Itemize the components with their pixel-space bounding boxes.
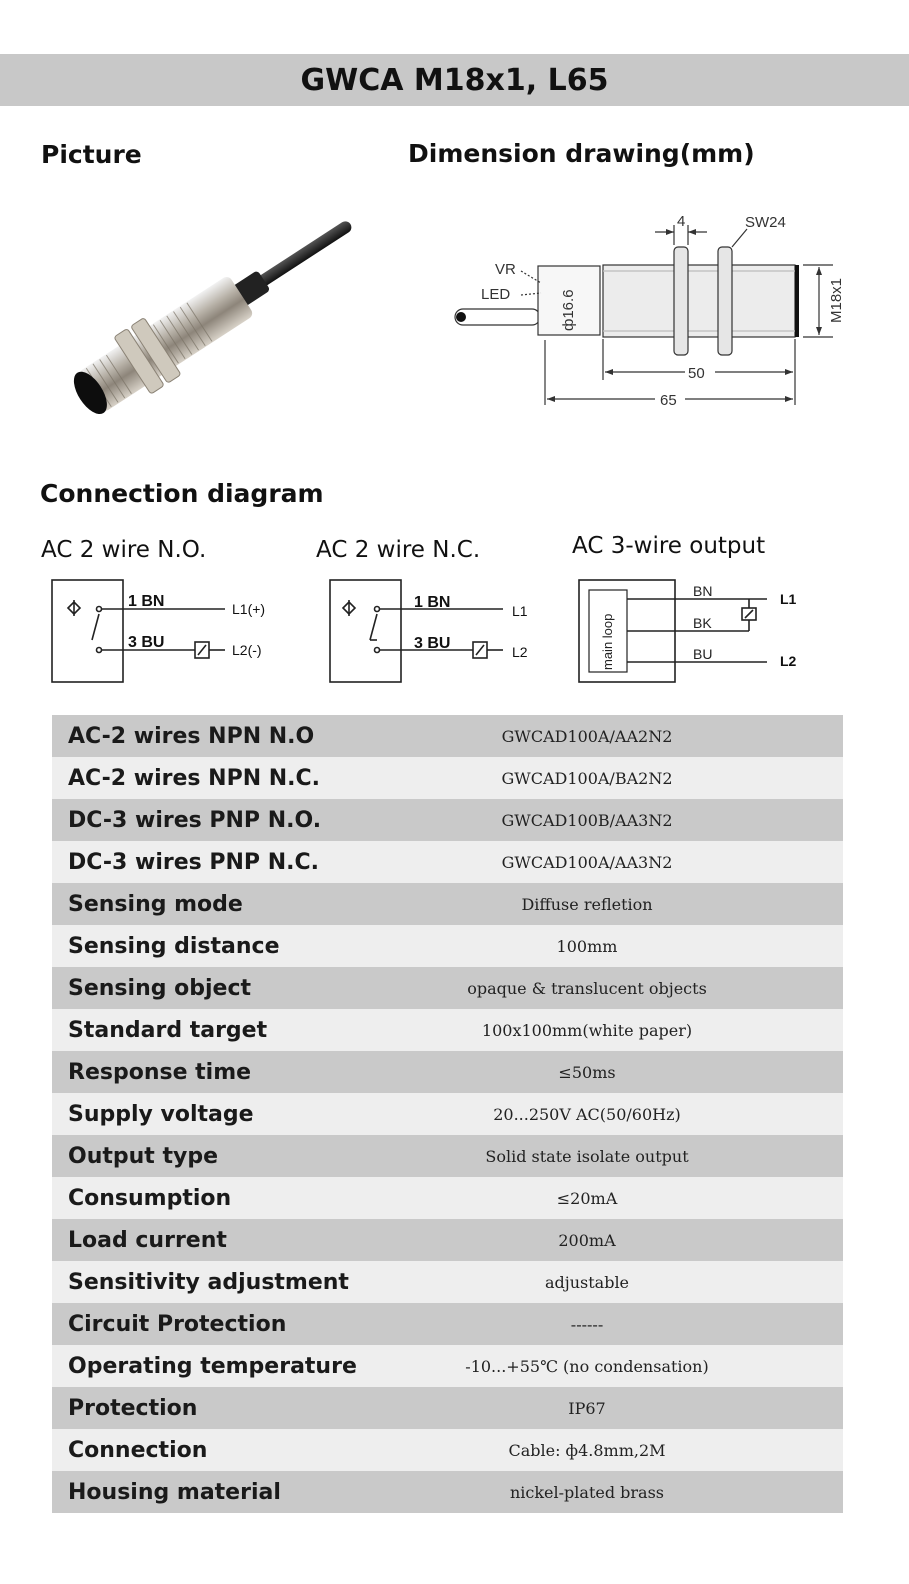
led-label: LED [481,286,511,303]
spec-label: Standard target [68,1017,268,1043]
spec-value: opaque & translucent objects [467,978,707,998]
wire-1bn: 1 BN [128,593,165,610]
spec-value: GWCAD100A/AA2N2 [501,726,673,746]
spec-label: Load current [68,1227,227,1253]
diagram-title-no: AC 2 wire N.O. [41,537,207,563]
spec-label: Connection [68,1437,208,1463]
spec-label: AC-2 wires NPN N.C. [68,765,321,791]
table-row [52,1303,843,1345]
spec-table [52,715,843,1513]
table-row [52,799,843,841]
wire-bk: BK [693,615,712,631]
dimension-heading: Dimension drawing(mm) [408,139,755,168]
terminal-l2: L2 [780,653,797,669]
spec-label: Sensing object [68,975,252,1001]
cable-outline [455,309,540,325]
spec-value: Diffuse refletion [521,894,653,914]
spec-value: 20...250V AC(50/60Hz) [493,1104,681,1124]
sensor-box [330,580,401,682]
spec-value: adjustable [544,1272,630,1292]
terminal-l1: L1 [512,603,528,619]
spec-label: Protection [68,1395,198,1421]
dim-face [795,265,799,337]
diagram-ac2-nc [328,578,548,688]
spec-label: Circuit Protection [68,1311,287,1337]
spec-value: 200mA [558,1230,616,1250]
terminal-l1: L1 [780,591,797,607]
thread-label: M18x1 [828,277,845,323]
cable-end [456,312,466,322]
spec-value: 100x100mm(white paper) [481,1020,693,1040]
dim-nut-2 [718,247,732,355]
picture-heading: Picture [41,140,142,169]
diagram-title-3wire: AC 3-wire output [572,533,766,559]
spec-value: GWCAD100A/BA2N2 [501,768,673,788]
table-row [52,925,843,967]
table-row [52,967,843,1009]
spec-label: Sensing distance [68,933,280,959]
title-bar [0,54,909,106]
wire-1bn: 1 BN [414,594,451,611]
spec-value: ------ [570,1314,604,1334]
table-row [52,883,843,925]
thread-body [603,265,795,337]
terminal-l2: L2(-) [232,642,262,658]
table-row [52,1051,843,1093]
table-row [52,1135,843,1177]
wire-bn: BN [693,583,713,599]
product-photo [40,200,380,440]
spec-label: DC-3 wires PNP N.O. [68,807,322,833]
spec-value: nickel-plated brass [509,1482,665,1502]
table-row [52,1093,843,1135]
spec-value: Solid state isolate output [485,1146,689,1166]
connection-heading: Connection diagram [40,479,324,508]
spec-label: Sensing mode [68,891,243,917]
dimension-drawing [445,205,865,420]
spec-label: AC-2 wires NPN N.O [68,723,315,749]
spec-label: Operating temperature [68,1353,357,1379]
thread-length-label: 50 [688,365,705,382]
table-row [52,715,843,757]
spec-value: GWCAD100B/AA3N2 [501,810,673,830]
diagram-ac2-no [50,578,290,688]
table-row [52,1219,843,1261]
total-length-label: 65 [660,392,677,409]
spec-label: Response time [68,1059,252,1085]
table-row [52,1261,843,1303]
table-row [52,1471,843,1513]
main-loop-label: main loop [600,613,615,670]
spec-value: ≤20mA [556,1188,618,1208]
wire-3bu: 3 BU [414,635,451,652]
spec-value: GWCAD100A/AA3N2 [501,852,673,872]
table-row [52,1387,843,1429]
table-row [52,1345,843,1387]
spec-label: DC-3 wires PNP N.C. [68,849,319,875]
spec-value: -10...+55℃ (no condensation) [465,1356,709,1376]
table-row [52,1177,843,1219]
sensor-box [52,580,123,682]
wire-bu: BU [693,646,713,662]
diameter-label: ф16.6 [560,289,577,331]
dim-nut-1 [674,247,688,355]
spec-label: Output type [68,1143,218,1169]
spec-label: Housing material [68,1479,281,1505]
spec-label: Consumption [68,1185,232,1211]
spec-value: Cable: ф4.8mm,2M [508,1440,666,1460]
spec-label: Supply voltage [68,1101,254,1127]
terminal-l2: L2 [512,644,528,660]
spec-value: 100mm [556,936,618,956]
cable [255,219,354,289]
vr-label: VR [495,261,516,278]
spec-value: IP67 [568,1398,606,1418]
nut-width-label: 4 [677,213,686,230]
table-row [52,757,843,799]
diagram-ac3 [577,578,817,688]
diagram-title-nc: AC 2 wire N.C. [316,537,481,563]
table-row [52,1429,843,1471]
wire-3bu: 3 BU [128,634,165,651]
spec-value: ≤50ms [558,1062,616,1082]
spec-label: Sensitivity adjustment [68,1269,349,1295]
wrench-label: SW24 [745,214,786,231]
page-title: GWCA M18x1, L65 [300,63,609,98]
terminal-l1: L1(+) [232,601,266,617]
table-row [52,1009,843,1051]
table-row [52,841,843,883]
